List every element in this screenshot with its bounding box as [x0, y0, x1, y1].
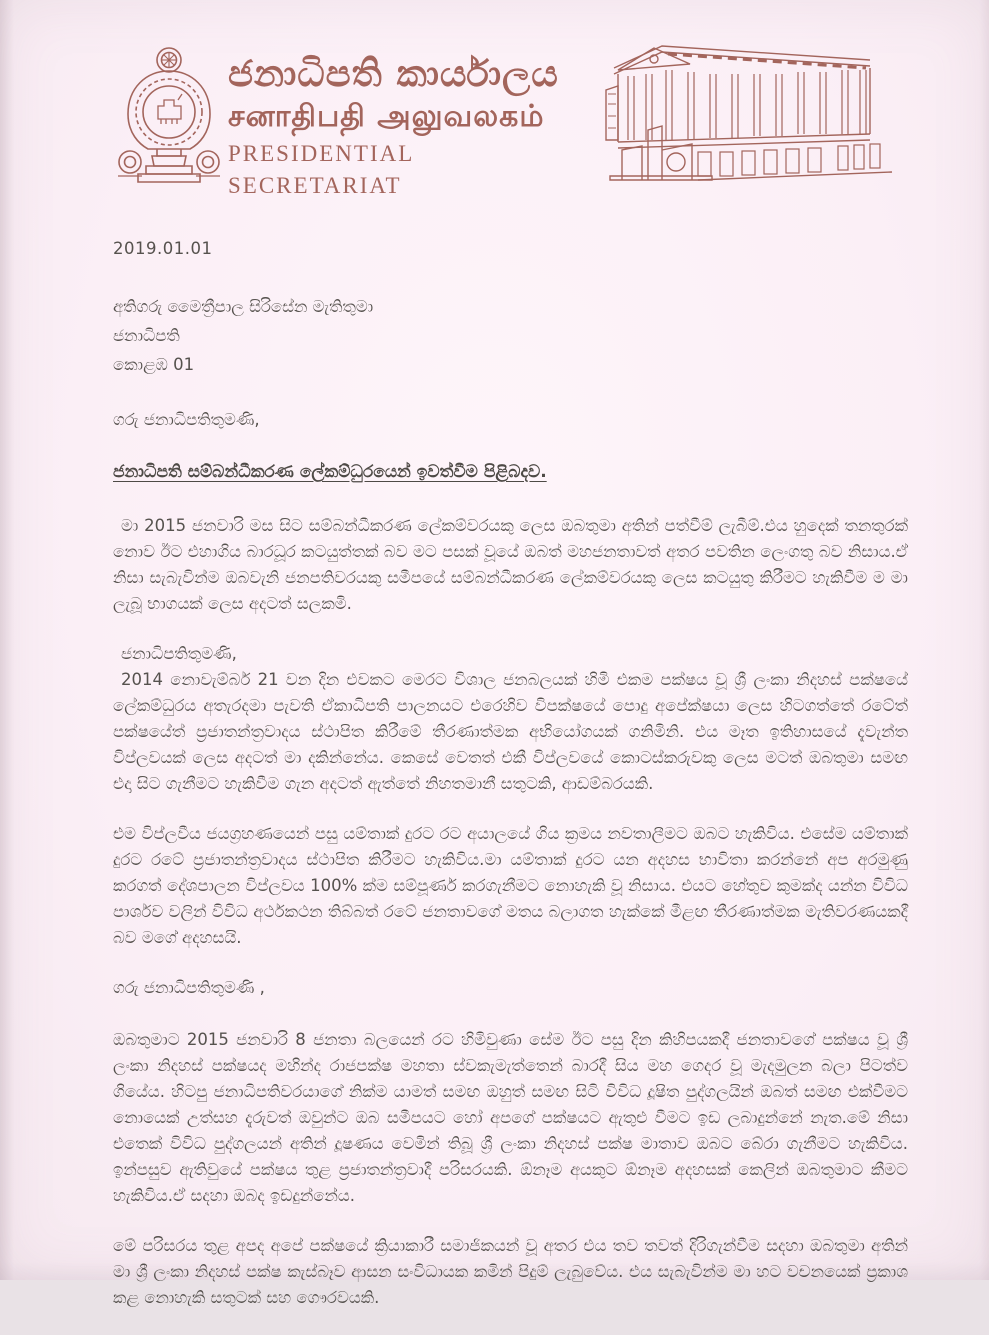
recipient-address: [113, 292, 908, 379]
paragraph-2: 2014 නොවැම්බර් 21 වන දින එවකට මෙරට විශාල ජනබලයක් හිමි එකම පක්ෂය වූ ශ්‍රී ලංකා නිදහස් පක්ෂයේ ලේකම්ධුරය අතැරදමා පැවති ඒකාධිපති පාලනයට එරෙහිව විපක්ෂයේ පොදු අපේක්ෂයා ලෙස හිටගත්තේ රටේත් පක්ෂයේත් ප්‍රජාතන්ත්‍රවාදය ස්ථාපිත කිරීමේ තීරණාත්මක අභියෝගයක් ගනිමිනි. එය මෑත ඉතිහාසයේ දැවැන්ත විප්ලවයක් ලෙස අදටත් මා දකින්නේය. කෙසේ වෙතත් එකී විප්ලවයේ කොටස්කරුවකු ලෙස මටත් ඔබතුමා සමඟ එදා සිට ගැනීමට හැකිවීම ගැන අදටත් ඇත්තේ නිහතමානී සතුටකි, ආඩම්බරයකි.: [113, 670, 908, 793]
secretariat-building-icon: [602, 30, 894, 190]
letterhead: [0, 0, 989, 215]
recipient-name: අතිගරු මෛත්‍රීපාල සිරිසේන මැතිතුමා: [113, 297, 374, 316]
salutation-3: ගරු ජනාධිපතිතුමණි ,: [113, 978, 265, 997]
letter-body: [113, 236, 908, 1335]
office-title-tamil: சனாதிபதி அலுவலகம்: [228, 99, 545, 134]
paragraph-1: මා 2015 ජනවාරි මස සිට සම්බන්ධීකරණ ලේකම්වරයකු ලෙස ඔබතුමා අතින් පත්වීම් ලැබීම්.එය හුදෙක් තනතුරක් නොව ඊට එහාගිය බාරධූර කටයුත්තක් බව මට පසක් වූයේ ඔබත් මහජනතාවත් අතර පවතින ලෙංගතු බව නිසාය.ඒ නිසා සැබැවින්ම ඔබවැනි ජනපතිවරයකු සමීපයේ සම්බන්ධීකරණ ලේකම්වරයකු ලෙස කටයුතු කිරීමට හැකිවීම ම මා ලැබූ භාගයක් ලෙස අදටත් සලකමි.: [113, 516, 908, 613]
recipient-city: කොළඹ 01: [113, 355, 195, 374]
paragraph-4: ඔබතුමාට 2015 ජනවාරි 8 ජනතා බලයෙන් රට හිමිවුණා සේම ඊට පසු දින කිහිපයකදී ජනතාවගේ පක්ෂය වූ ශ්‍රී ලංකා නිදහස් පක්ෂයද මහින්ද රාජපක්ෂ මහතා ස්වකැමැත්තෙන් බාරදී සිය මහ ගෙදර වූ මැදමුලන බලා පිටත්ව ගියේය. හිටපු ජනාධිපතිවරයාගේ නික්ම යාමත් සමඟ ඔහුත් සමඟ සිටි විවිධ දූෂිත පුද්ගලයින් ඔබත් සමඟ එක්වීමට නොයෙක් උත්සහ දැරුවත් ඔවුන්ට ඔබ සමීපයට හෝ අපගේ පක්ෂයට ඇතුළු වීමට ඉඩ ලබාදුන්නේ නැත.මේ නිසා එතෙක් විවිධ පුද්ගලයන් අතින් දූෂණය වෙමින් තිබූ ශ්‍රී ලංකා නිදහස් පක්ෂ මාතාව ඔබට බේරා ගැනීමට හැකිවිය. ඉන්පසුව ඇතිවුයේ පක්ෂය තුළ ප්‍රජාතන්ත්‍රවාදී පරිසරයකි. ඕනෑම අයකුට ඕනෑම අදහසක් කෙලින් ඔබතුමාට කීමට හැකිවිය.ඒ සදහා ඔබද ඉඩදුන්නේය.: [113, 1030, 908, 1205]
paragraph-5: මේ පරිසරය තුළ අපද අපේ පක්ෂයේ ක්‍රියාකාරී සමාජිකයන් වූ අතර එය තව තවත් දිරිගැන්වීම සදහා ඔබතුමා අතින් මා ශ්‍රී ලංකා නිදහස් පක්ෂ කැස්බෑව ආසන සංවිධායක කමින් පිදුම් ලැබුවේය. එය සැබැවින්ම මා හට වචනයෙක් ප්‍රකාශ කළ නොහැකි සතුටක් සහ ගෞරවයකි.: [113, 1236, 908, 1307]
subject-line: ජනාධිපති සම්බන්ධීකරණ ලේකම්ධුරයෙන් ඉවත්වීම පිළිබදව.: [113, 462, 547, 482]
section-2: [113, 641, 908, 797]
sri-lanka-emblem-icon: [108, 44, 230, 186]
office-title-sinhala: ජනාධිපති කාර්යාලය: [228, 52, 559, 95]
recipient-title: ජනාධිපති: [113, 326, 180, 345]
salutation-2: ජනාධිපතිතුමණි,: [121, 644, 237, 663]
salutation-1: ගරු ජනාධිපතිතුමණි,: [113, 410, 260, 429]
letterhead-titles: [228, 52, 568, 202]
paragraph-3: එම විප්ලවීය ජයග්‍රහණයෙන් පසු යම්තාක් දුරට රට අයාලයේ ගිය ක්‍රමය නවතාලීමට ඔබට හැකිවිය. එසේම යම්තාක් දුරට රටේ ප්‍රජාතන්ත්‍රවාදය ස්ථාපිත කිරීමට හැකිවිය.මා යම්තාක් දුරට යන අදහස භාවිතා කරන්නේ අප අරමුණු කරගත් දේශපාලන විප්ලවය 100% ක්ම සම්පූර්ණ කරගැනීමට නොහැකි වූ නිසාය. එයට හේතුව කුමක්ද යන්න විවිධ පාර්ශව වලින් විවිධ අර්ථකථන තිබ්බත් රටේ ජනතාවගේ මතය බලාගත හැක්කේ මීළඟ තීරණාත්මක මැතිවරණයකදී බව මගේ අදහසයි.: [113, 824, 908, 947]
letter-date: 2019.01.01: [113, 239, 213, 258]
office-title-english: PRESIDENTIAL SECRETARIAT: [228, 141, 414, 198]
